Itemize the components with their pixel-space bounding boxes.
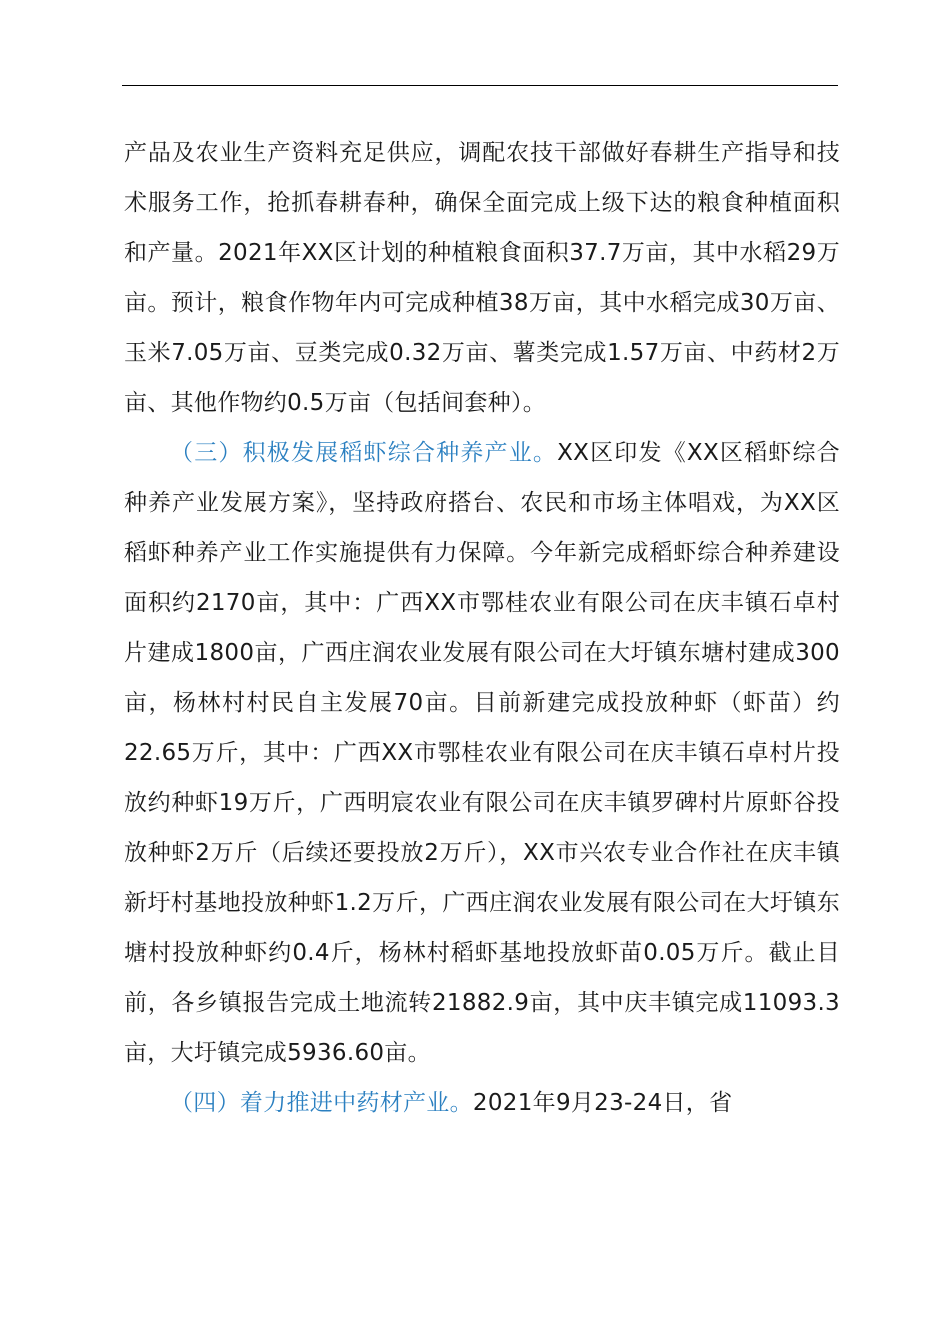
section-heading-herbal-medicine: （四）着力推进中药材产业。 [170, 1090, 473, 1116]
paragraph-herbal-medicine [124, 1078, 840, 1128]
paragraph-text: 2021年9月23-24日，省 [472, 1090, 733, 1116]
paragraph-grain-planting [124, 128, 840, 428]
paragraph-rice-shrimp [124, 428, 840, 1078]
section-heading-rice-shrimp: （三）积极发展稻虾综合种养产业。 [170, 440, 558, 466]
document-body [124, 128, 840, 1128]
header-rule [122, 85, 838, 86]
paragraph-text: 产品及农业生产资料充足供应，调配农技干部做好春耕生产指导和技术服务工作，抢抓春耕春种，确保全面完成上级下达的粮食种植面积和产量。2021年XX区计划的种植粮食面积37.7万亩，其中水稻29万亩。预计，粮食作物年内可完成种植38万亩，其中水稻完成30万亩、玉米7.05万亩、豆类完成0.32万亩、薯类完成1.57万亩、中药材2万亩、其他作物约0.5万亩（包括间套种）。 [124, 140, 840, 416]
paragraph-text: XX区印发《XX区稻虾综合种养产业发展方案》，坚持政府搭台、农民和市场主体唱戏，为XX区稻虾种养产业工作实施提供有力保障。今年新完成稻虾综合种养建设面积约2170亩，其中：广西XX市鄂桂农业有限公司在庆丰镇石卓村片建成1800亩，广西庄润农业发展有限公司在大圩镇东塘村建成300亩，杨林村村民自主发展70亩。目前新建完成投放种虾（虾苗）约22.65万斤，其中：广西XX市鄂桂农业有限公司在庆丰镇石卓村片投放约种虾19万斤，广西明宸农业有限公司在庆丰镇罗碑村片原虾谷投放种虾2万斤（后续还要投放2万斤），XX市兴农专业合作社在庆丰镇新圩村基地投放种虾1.2万斤，广西庄润农业发展有限公司在大圩镇东塘村投放种虾约0.4斤，杨林村稻虾基地投放虾苗0.05万斤。截止目前，各乡镇报告完成土地流转21882.9亩，其中庆丰镇完成11093.3亩，大圩镇完成5936.60亩。 [124, 440, 840, 1066]
